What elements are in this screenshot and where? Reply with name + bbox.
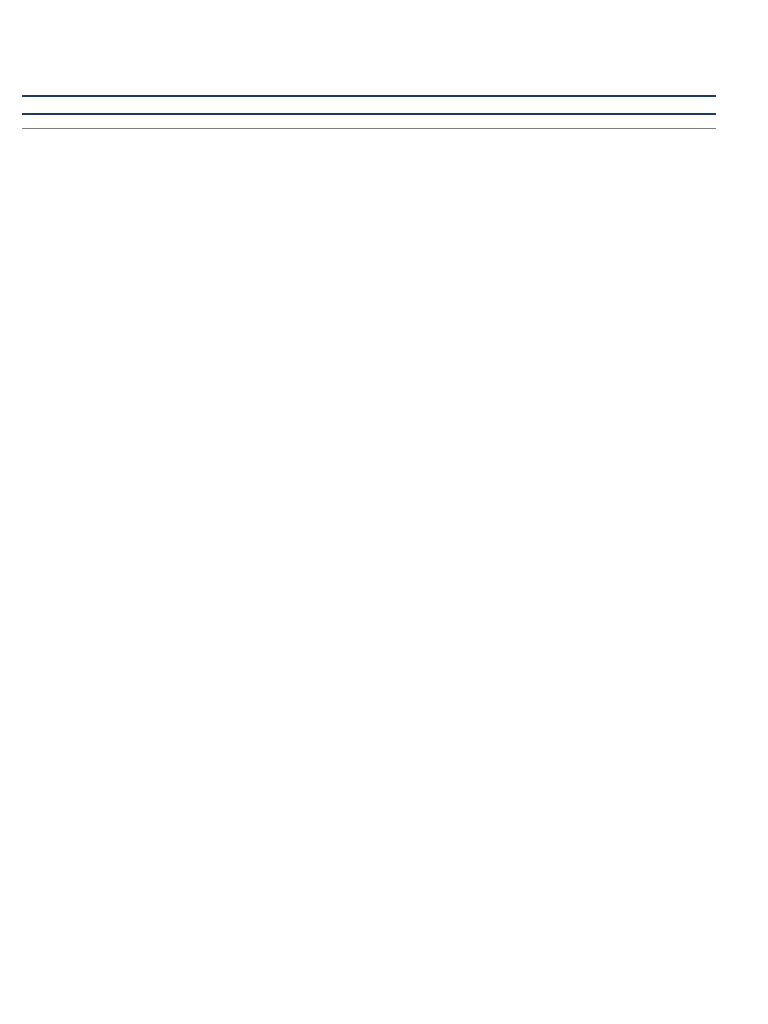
- title-rule: [22, 95, 716, 97]
- sede-rule: [22, 113, 716, 115]
- sede-line: [24, 99, 119, 111]
- registrador-rule: [22, 128, 716, 129]
